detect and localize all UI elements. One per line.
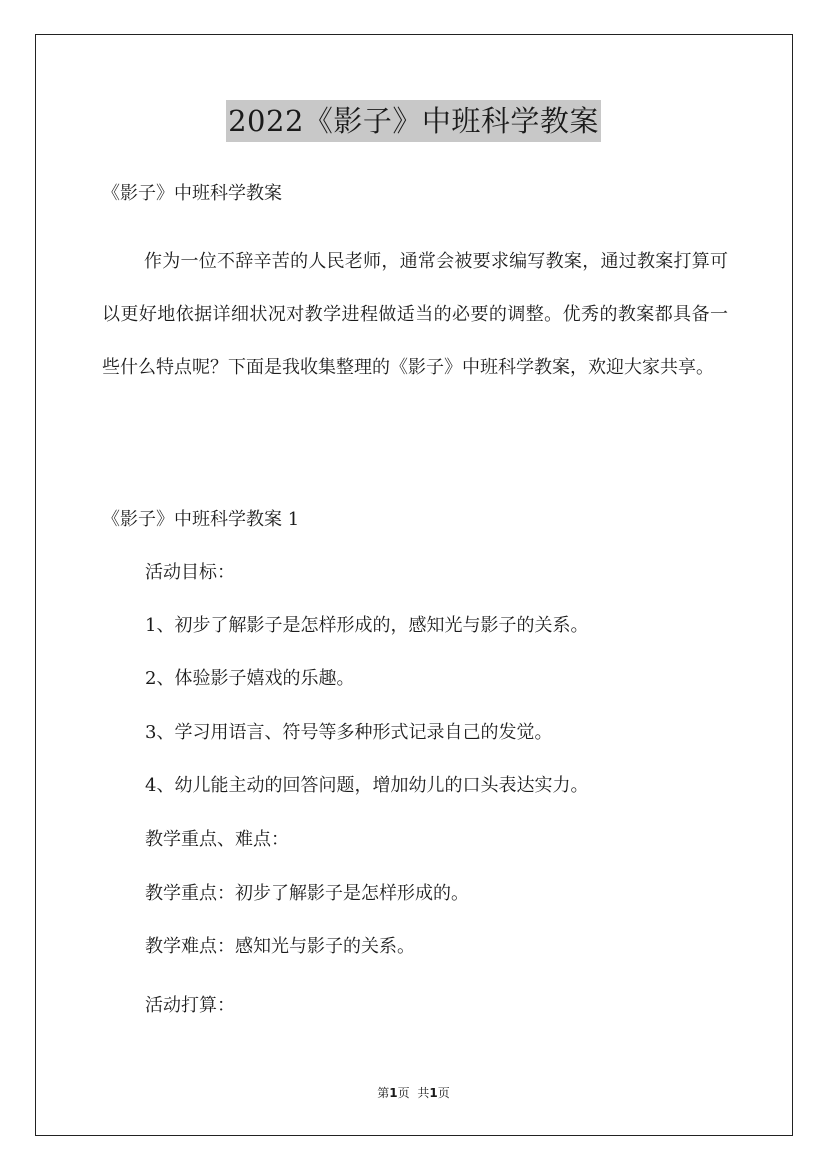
- document-subtitle: 《影子》中班科学教案: [102, 183, 282, 204]
- intro-paragraph: 作为一位不辞辛苦的人民老师，通常会被要求编写教案，通过教案打算可以更好地依据详细状况对教学进程做适当的必要的调整。优秀的教案都具备一些什么特点呢？下面是我收集整理的《影子》中班科学教案，欢迎大家共享。: [102, 251, 728, 378]
- body-line: 3、学习用语言、符号等多种形式记录自己的发觉。: [145, 722, 553, 743]
- footer-page-prefix: 第: [377, 1086, 390, 1100]
- footer-page-number: 1: [389, 1086, 398, 1100]
- body-line: 教学重点：初步了解影子是怎样形成的。: [145, 883, 469, 904]
- page-footer: [0, 1084, 827, 1101]
- body-line: 活动打算：: [145, 995, 235, 1016]
- footer-total-prefix: 共: [417, 1086, 430, 1100]
- document-title: 2022《影子》中班科学教案: [226, 100, 601, 142]
- body-line: 4、幼儿能主动的回答问题，增加幼儿的口头表达实力。: [145, 775, 589, 796]
- body-line: 1、初步了解影子是怎样形成的，感知光与影子的关系。: [145, 615, 589, 636]
- body-line: 教学重点、难点：: [145, 829, 289, 850]
- body-line: 教学难点：感知光与影子的关系。: [145, 936, 415, 957]
- footer-total-suffix: 页: [437, 1086, 450, 1100]
- body-line: 2、体验影子嬉戏的乐趣。: [145, 668, 355, 689]
- body-line: 活动目标：: [145, 562, 235, 583]
- footer-page-suffix: 页: [397, 1086, 410, 1100]
- footer-total-number: 1: [429, 1086, 438, 1100]
- title-container: [0, 100, 827, 142]
- section-heading: 《影子》中班科学教案 1: [102, 509, 300, 530]
